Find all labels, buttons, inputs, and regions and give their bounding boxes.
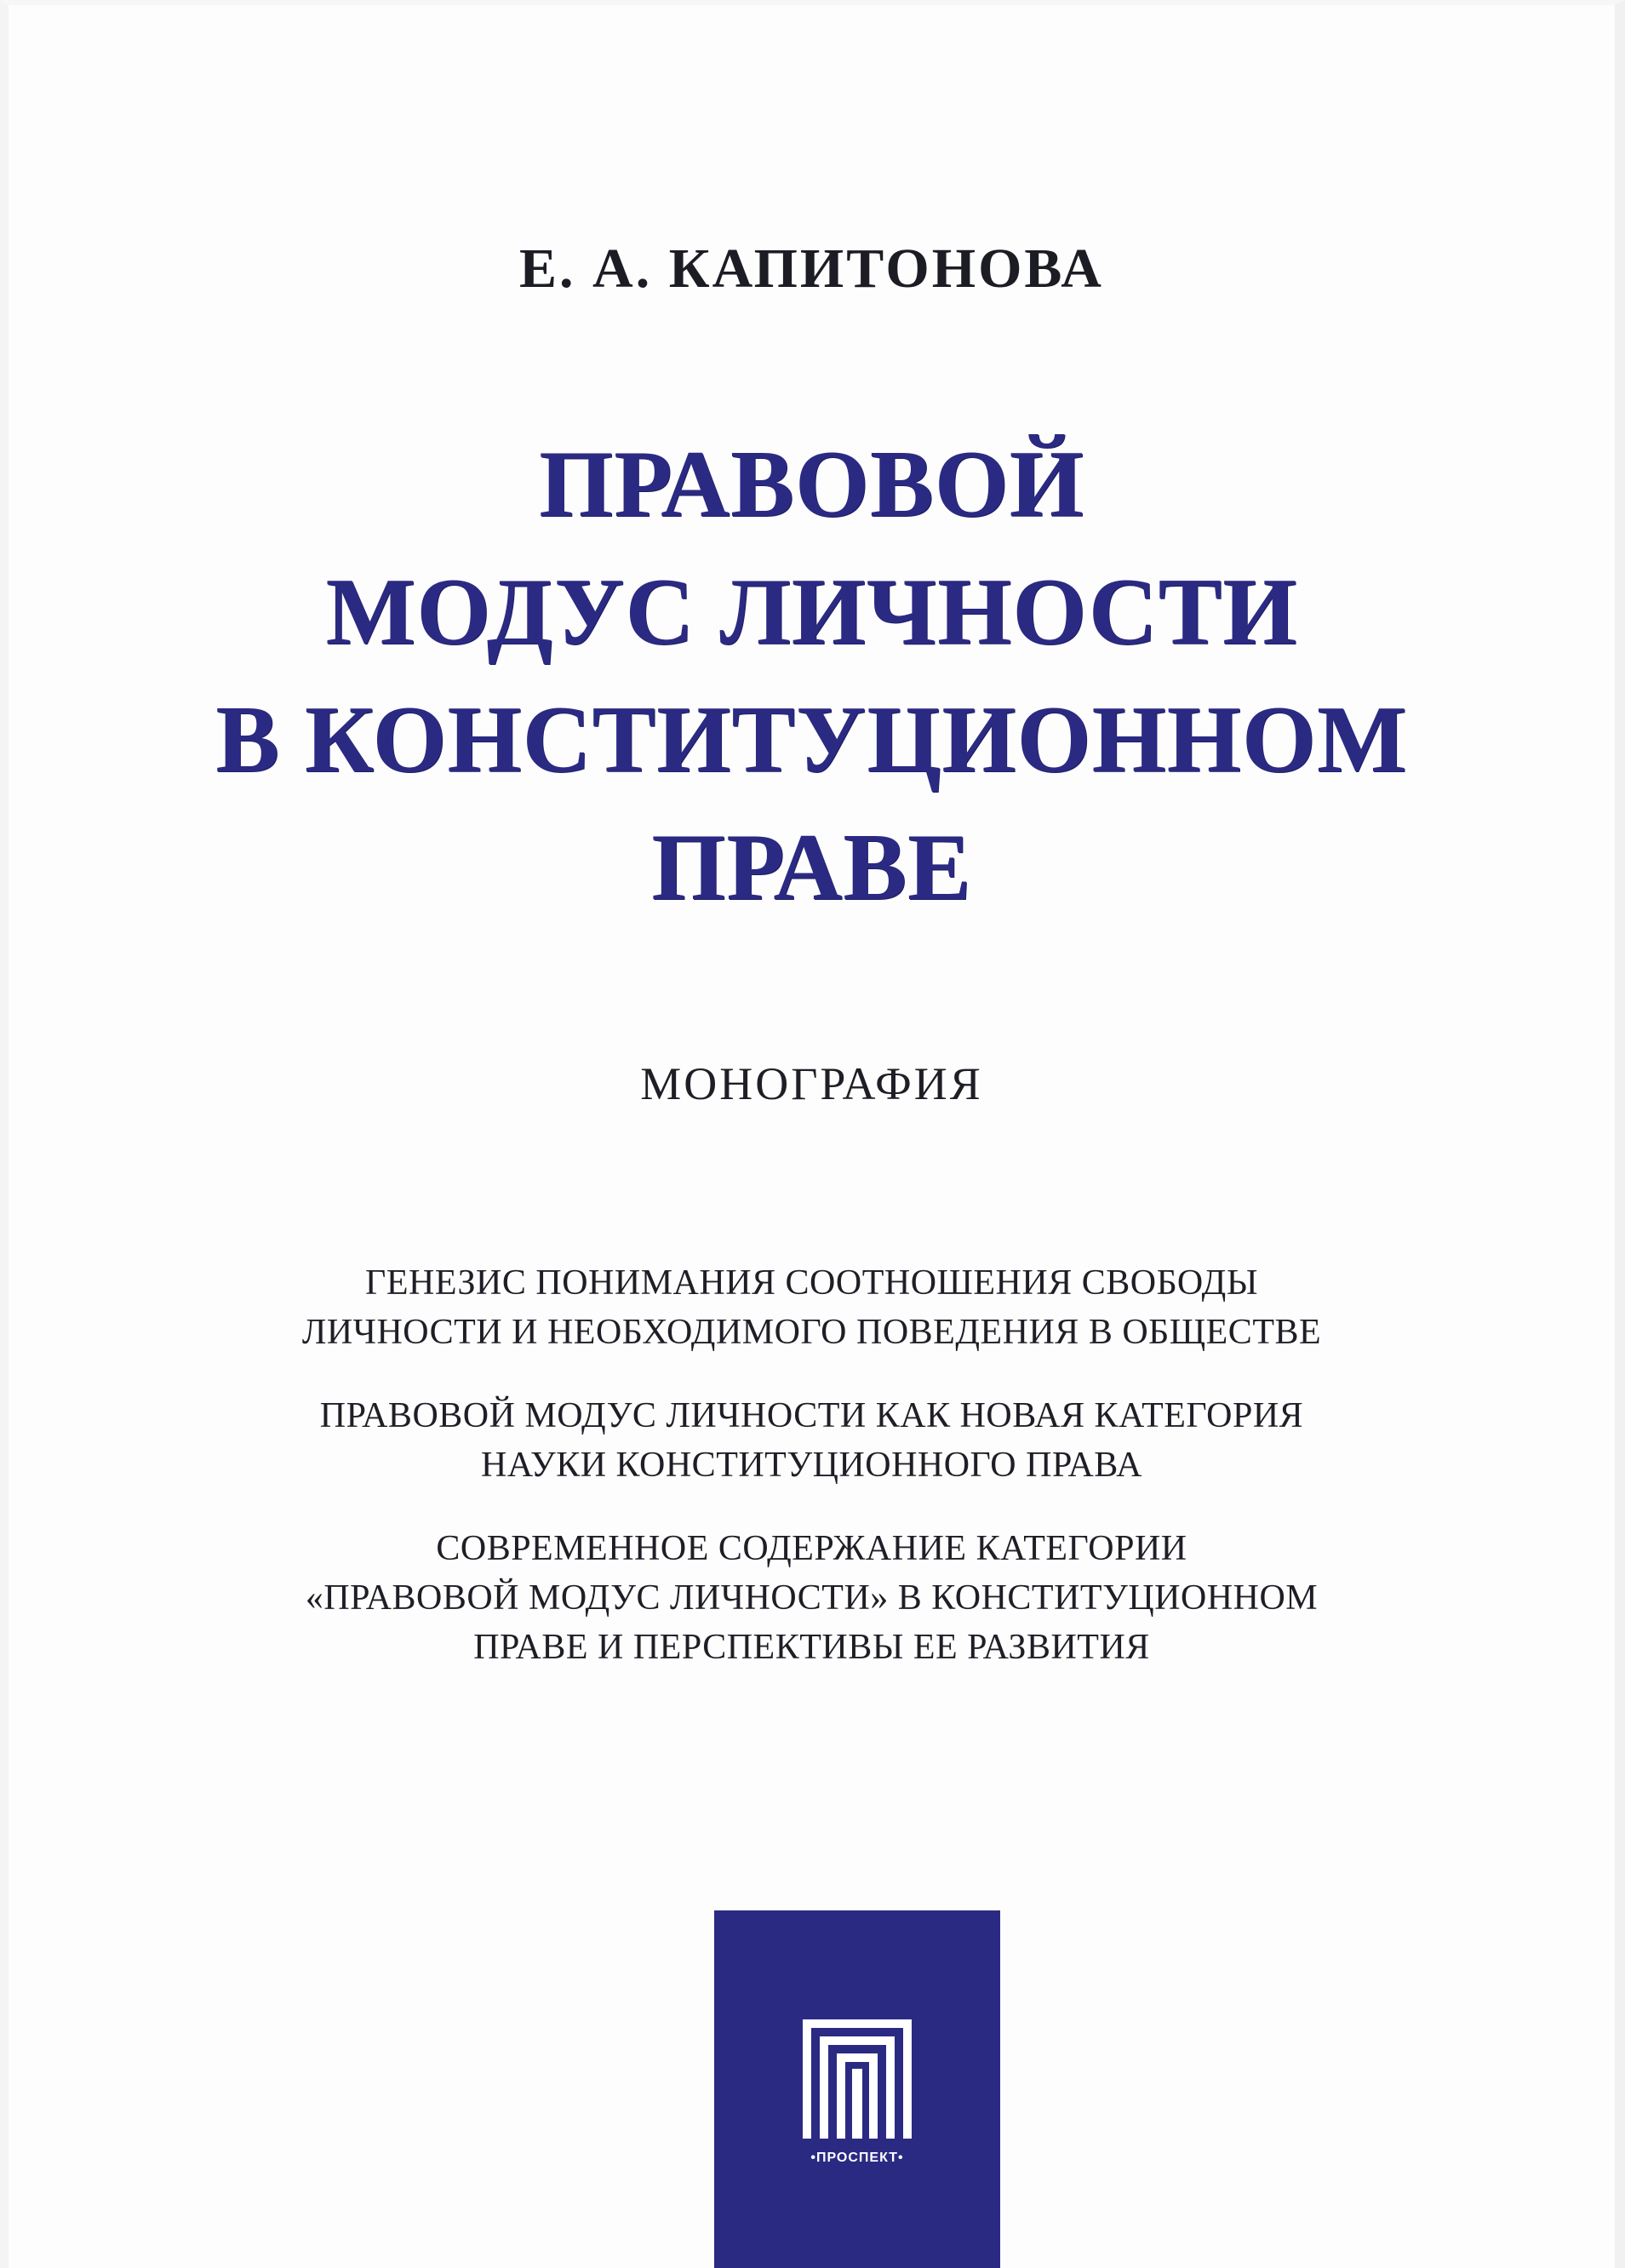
genre-label: МОНОГРАФИЯ [640,1058,983,1109]
title-line: ПРАВЕ [651,815,972,920]
publisher-logo-block [714,1910,1000,2268]
title-line: В КОНСТИТУЦИОННОМ [215,687,1408,793]
topic-line: СОВРЕМЕННОЕ СОДЕРЖАНИЕ КАТЕГОРИИ [436,1529,1187,1568]
book-title [9,421,1615,931]
topic-line: ПРАВОВОЙ МОДУС ЛИЧНОСТИ КАК НОВАЯ КАТЕГОРИЯ [319,1396,1304,1435]
prospekt-arch-icon [803,2019,912,2139]
topic-line: ЛИЧНОСТИ И НЕОБХОДИМОГО ПОВЕДЕНИЯ В ОБЩЕСТВЕ [301,1313,1322,1352]
topic-line: НАУКИ КОНСТИТУЦИОННОГО ПРАВА [481,1446,1142,1485]
topic-item [9,1391,1615,1490]
topic-item [9,1524,1615,1672]
topics-list [9,1258,1615,1706]
topic-line: ГЕНЕЗИС ПОНИМАНИЯ СООТНОШЕНИЯ СВОБОДЫ [365,1263,1258,1303]
publisher-name: •ПРОСПЕКТ• [810,2151,904,2165]
topic-item [9,1258,1615,1357]
topic-line: «ПРАВОВОЙ МОДУС ЛИЧНОСТИ» В КОНСТИТУЦИОННОМ [305,1578,1319,1618]
topic-line: ПРАВЕ И ПЕРСПЕКТИВЫ ЕЕ РАЗВИТИЯ [473,1628,1150,1667]
author-name: Е. А. КАПИТОНОВА [519,238,1104,300]
title-line: ПРАВОВОЙ [539,432,1084,537]
title-line: МОДУС ЛИЧНОСТИ [325,559,1298,665]
